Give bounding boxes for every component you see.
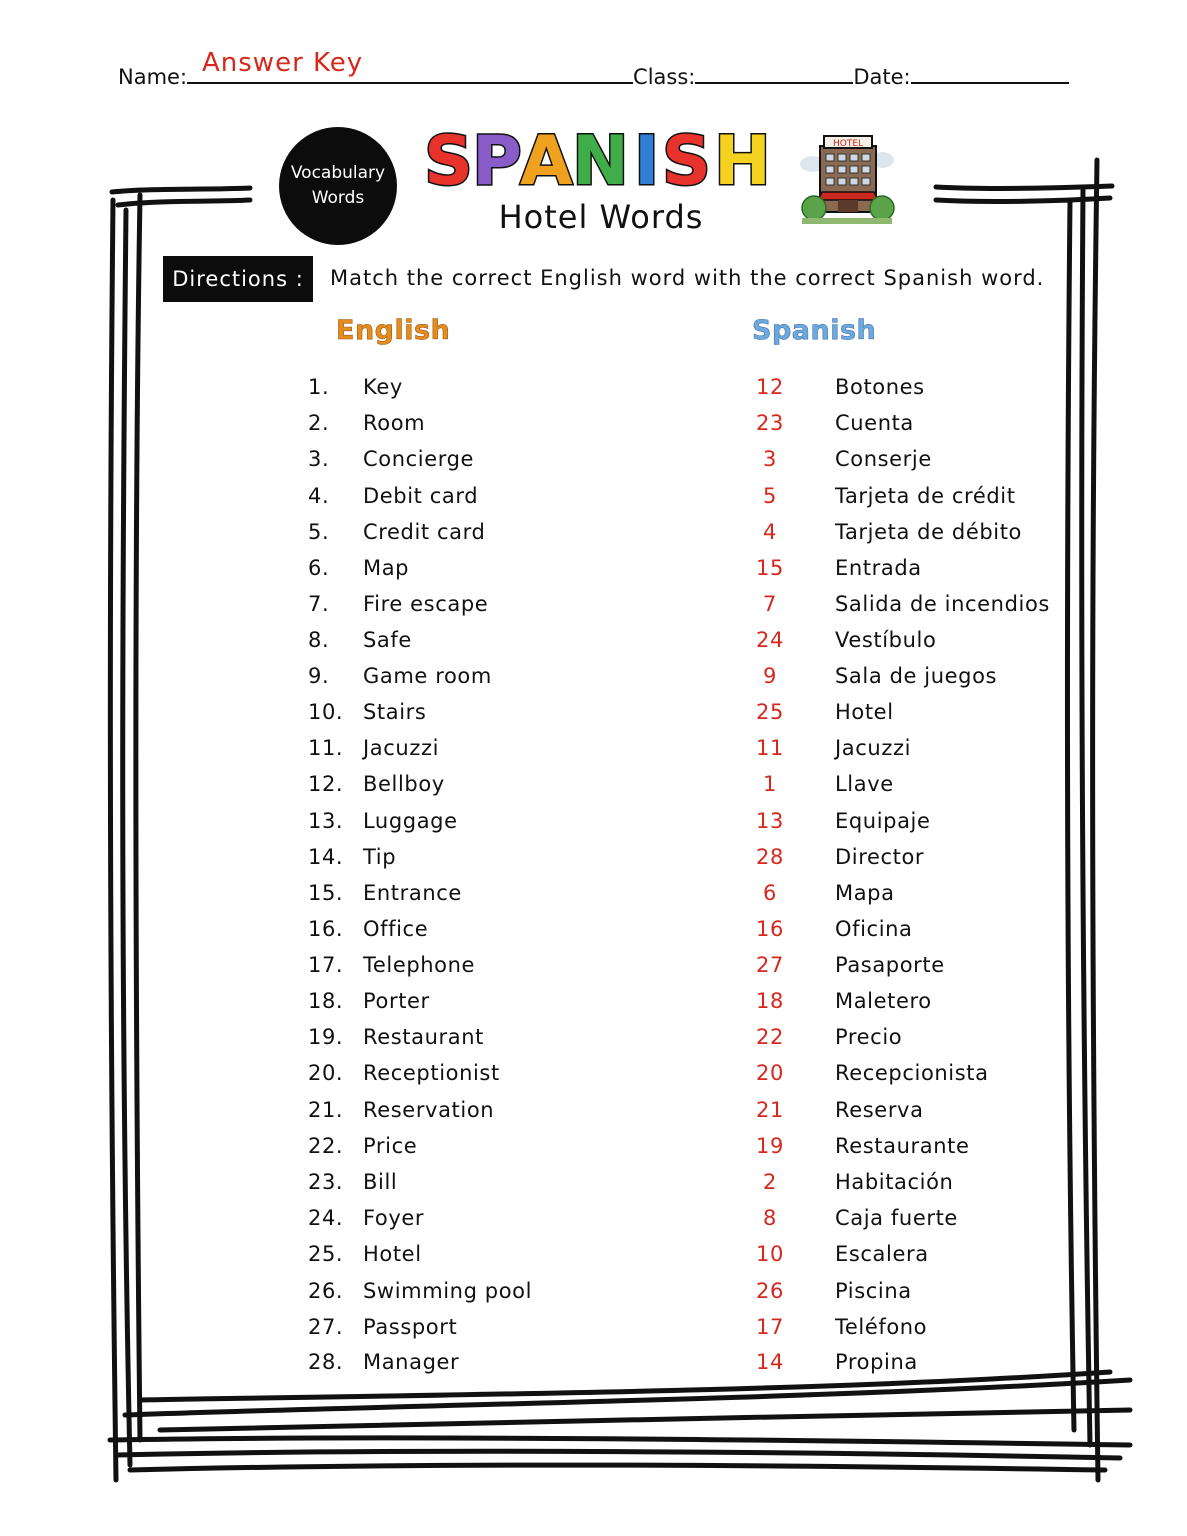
vocabulary-row xyxy=(0,809,1187,845)
vocabulary-row xyxy=(0,1134,1187,1170)
spanish-word: Director xyxy=(835,845,925,869)
date-label: Date: xyxy=(853,65,911,89)
spanish-word: Jacuzzi xyxy=(835,736,911,760)
answer-number: 17 xyxy=(756,1315,784,1339)
item-number: 13. xyxy=(308,809,344,833)
vocabulary-row xyxy=(0,1025,1187,1061)
spanish-word: Equipaje xyxy=(835,809,931,833)
item-number: 3. xyxy=(308,447,330,471)
english-word: Price xyxy=(363,1134,418,1158)
item-number: 24. xyxy=(308,1206,344,1230)
vocabulary-row xyxy=(0,772,1187,808)
spanish-word: Cuenta xyxy=(835,411,914,435)
english-word: Debit card xyxy=(363,484,479,508)
vocabulary-row xyxy=(0,881,1187,917)
spanish-word: Tarjeta de débito xyxy=(835,520,1023,544)
name-label: Name: xyxy=(118,65,188,89)
item-number: 22. xyxy=(308,1134,344,1158)
spanish-word: Propina xyxy=(835,1350,918,1374)
answer-number: 4 xyxy=(763,520,777,544)
item-number: 4. xyxy=(308,484,330,508)
vocabulary-row xyxy=(0,664,1187,700)
badge-line-2: Words xyxy=(311,188,365,208)
title-letter: S xyxy=(424,122,473,201)
spanish-word: Llave xyxy=(835,772,894,796)
english-word: Reservation xyxy=(363,1098,495,1122)
class-label: Class: xyxy=(633,65,696,89)
spanish-word: Precio xyxy=(835,1025,903,1049)
class-blank[interactable] xyxy=(695,64,853,84)
answer-number: 22 xyxy=(756,1025,784,1049)
answer-number: 23 xyxy=(756,411,784,435)
spanish-word: Piscina xyxy=(835,1279,912,1303)
hotel-building-icon xyxy=(798,134,896,226)
spanish-word: Pasaporte xyxy=(835,953,945,977)
spanish-word: Botones xyxy=(835,375,925,399)
spanish-word: Restaurante xyxy=(835,1134,970,1158)
item-number: 28. xyxy=(308,1350,344,1374)
english-word: Bellboy xyxy=(363,772,445,796)
answer-number: 7 xyxy=(763,592,777,616)
answer-number: 3 xyxy=(763,447,777,471)
vocabulary-row xyxy=(0,736,1187,772)
english-word: Bill xyxy=(363,1170,398,1194)
spanish-word: Habitación xyxy=(835,1170,954,1194)
vocabulary-row xyxy=(0,700,1187,736)
english-word: Manager xyxy=(363,1350,460,1374)
vocabulary-row xyxy=(0,989,1187,1025)
item-number: 5. xyxy=(308,520,330,544)
vocabulary-row xyxy=(0,953,1187,989)
answer-number: 1 xyxy=(763,772,777,796)
answer-number: 19 xyxy=(756,1134,784,1158)
english-word: Room xyxy=(363,411,426,435)
spanish-word: Reserva xyxy=(835,1098,924,1122)
spanish-word: Sala de juegos xyxy=(835,664,998,688)
spanish-word: Tarjeta de crédit xyxy=(835,484,1016,508)
vocabulary-row xyxy=(0,592,1187,628)
spanish-word: Vestíbulo xyxy=(835,628,937,652)
title-letter: N xyxy=(572,122,629,201)
item-number: 6. xyxy=(308,556,330,580)
answer-number: 21 xyxy=(756,1098,784,1122)
hotel-sign-text: HOTEL xyxy=(832,139,864,149)
english-word: Porter xyxy=(363,989,430,1013)
english-word: Swimming pool xyxy=(363,1279,533,1303)
item-number: 21. xyxy=(308,1098,344,1122)
item-number: 10. xyxy=(308,700,344,724)
item-number: 12. xyxy=(308,772,344,796)
page-subtitle: Hotel Words xyxy=(498,198,704,236)
title-letter: I xyxy=(634,122,660,201)
answer-number: 25 xyxy=(756,700,784,724)
english-word: Hotel xyxy=(363,1242,422,1266)
item-number: 2. xyxy=(308,411,330,435)
directions-text: Match the correct English word with the correct Spanish word. xyxy=(330,266,1045,290)
spanish-word: Teléfono xyxy=(835,1315,928,1339)
directions-label: Directions : xyxy=(163,256,313,302)
item-number: 15. xyxy=(308,881,344,905)
answer-key-label: Answer Key xyxy=(202,48,364,78)
english-word: Luggage xyxy=(363,809,458,833)
answer-number: 12 xyxy=(756,375,784,399)
item-number: 14. xyxy=(308,845,344,869)
spanish-word: Oficina xyxy=(835,917,913,941)
english-word: Key xyxy=(363,375,403,399)
item-number: 19. xyxy=(308,1025,344,1049)
answer-number: 13 xyxy=(756,809,784,833)
answer-number: 28 xyxy=(756,845,784,869)
vocabulary-row xyxy=(0,1170,1187,1206)
vocabulary-row xyxy=(0,375,1187,411)
vocabulary-row xyxy=(0,1098,1187,1134)
answer-number: 26 xyxy=(756,1279,784,1303)
english-word: Credit card xyxy=(363,520,486,544)
spanish-word: Entrada xyxy=(835,556,922,580)
item-number: 27. xyxy=(308,1315,344,1339)
badge-line-1: Vocabulary xyxy=(290,163,386,183)
spanish-word: Caja fuerte xyxy=(835,1206,958,1230)
english-word: Jacuzzi xyxy=(363,736,439,760)
vocabulary-row xyxy=(0,520,1187,556)
title-letter: H xyxy=(714,122,771,201)
answer-number: 9 xyxy=(763,664,777,688)
vocabulary-row xyxy=(0,447,1187,483)
answer-number: 5 xyxy=(763,484,777,508)
title-letter: S xyxy=(662,122,711,201)
item-number: 16. xyxy=(308,917,344,941)
vocabulary-row xyxy=(0,628,1187,664)
vocabulary-row xyxy=(0,1242,1187,1278)
item-number: 18. xyxy=(308,989,344,1013)
spanish-word: Hotel xyxy=(835,700,894,724)
answer-number: 27 xyxy=(756,953,784,977)
item-number: 8. xyxy=(308,628,330,652)
spanish-column-heading: Spanish xyxy=(752,315,877,346)
english-word: Map xyxy=(363,556,410,580)
english-word: Stairs xyxy=(363,700,427,724)
item-number: 9. xyxy=(308,664,330,688)
spanish-word: Maletero xyxy=(835,989,932,1013)
english-word: Safe xyxy=(363,628,412,652)
answer-number: 2 xyxy=(763,1170,777,1194)
spanish-word: Conserje xyxy=(835,447,932,471)
date-blank[interactable] xyxy=(911,64,1069,84)
item-number: 7. xyxy=(308,592,330,616)
item-number: 17. xyxy=(308,953,344,977)
vocabulary-row xyxy=(0,1350,1187,1386)
vocabulary-row xyxy=(0,1279,1187,1315)
item-number: 23. xyxy=(308,1170,344,1194)
vocabulary-row xyxy=(0,1206,1187,1242)
answer-number: 24 xyxy=(756,628,784,652)
answer-number: 20 xyxy=(756,1061,784,1085)
vocabulary-row xyxy=(0,845,1187,881)
title-letter: A xyxy=(520,122,573,201)
answer-number: 6 xyxy=(763,881,777,905)
vocabulary-row xyxy=(0,1061,1187,1097)
item-number: 11. xyxy=(308,736,344,760)
answer-number: 10 xyxy=(756,1242,784,1266)
answer-number: 11 xyxy=(756,736,784,760)
english-word: Concierge xyxy=(363,447,475,471)
english-word: Passport xyxy=(363,1315,458,1339)
answer-number: 16 xyxy=(756,917,784,941)
vocabulary-row xyxy=(0,917,1187,953)
title-letter: P xyxy=(472,122,522,201)
answer-number: 15 xyxy=(756,556,784,580)
vocabulary-badge xyxy=(279,127,397,245)
english-word: Foyer xyxy=(363,1206,425,1230)
vocabulary-row xyxy=(0,1315,1187,1351)
spanish-title xyxy=(420,118,771,201)
english-word: Entrance xyxy=(363,881,462,905)
vocabulary-row xyxy=(0,411,1187,447)
english-word: Tip xyxy=(363,845,397,869)
vocabulary-row xyxy=(0,556,1187,592)
vocabulary-row xyxy=(0,484,1187,520)
item-number: 26. xyxy=(308,1279,344,1303)
spanish-word: Recepcionista xyxy=(835,1061,989,1085)
answer-number: 14 xyxy=(756,1350,784,1374)
english-word: Restaurant xyxy=(363,1025,484,1049)
english-column-heading: English xyxy=(336,315,451,346)
item-number: 25. xyxy=(308,1242,344,1266)
spanish-word: Escalera xyxy=(835,1242,929,1266)
item-number: 1. xyxy=(308,375,330,399)
english-word: Fire escape xyxy=(363,592,489,616)
spanish-word: Salida de incendios xyxy=(835,592,1050,616)
english-word: Game room xyxy=(363,664,492,688)
answer-number: 18 xyxy=(756,989,784,1013)
spanish-word: Mapa xyxy=(835,881,895,905)
english-word: Receptionist xyxy=(363,1061,500,1085)
item-number: 20. xyxy=(308,1061,344,1085)
english-word: Office xyxy=(363,917,429,941)
english-word: Telephone xyxy=(363,953,476,977)
answer-number: 8 xyxy=(763,1206,777,1230)
